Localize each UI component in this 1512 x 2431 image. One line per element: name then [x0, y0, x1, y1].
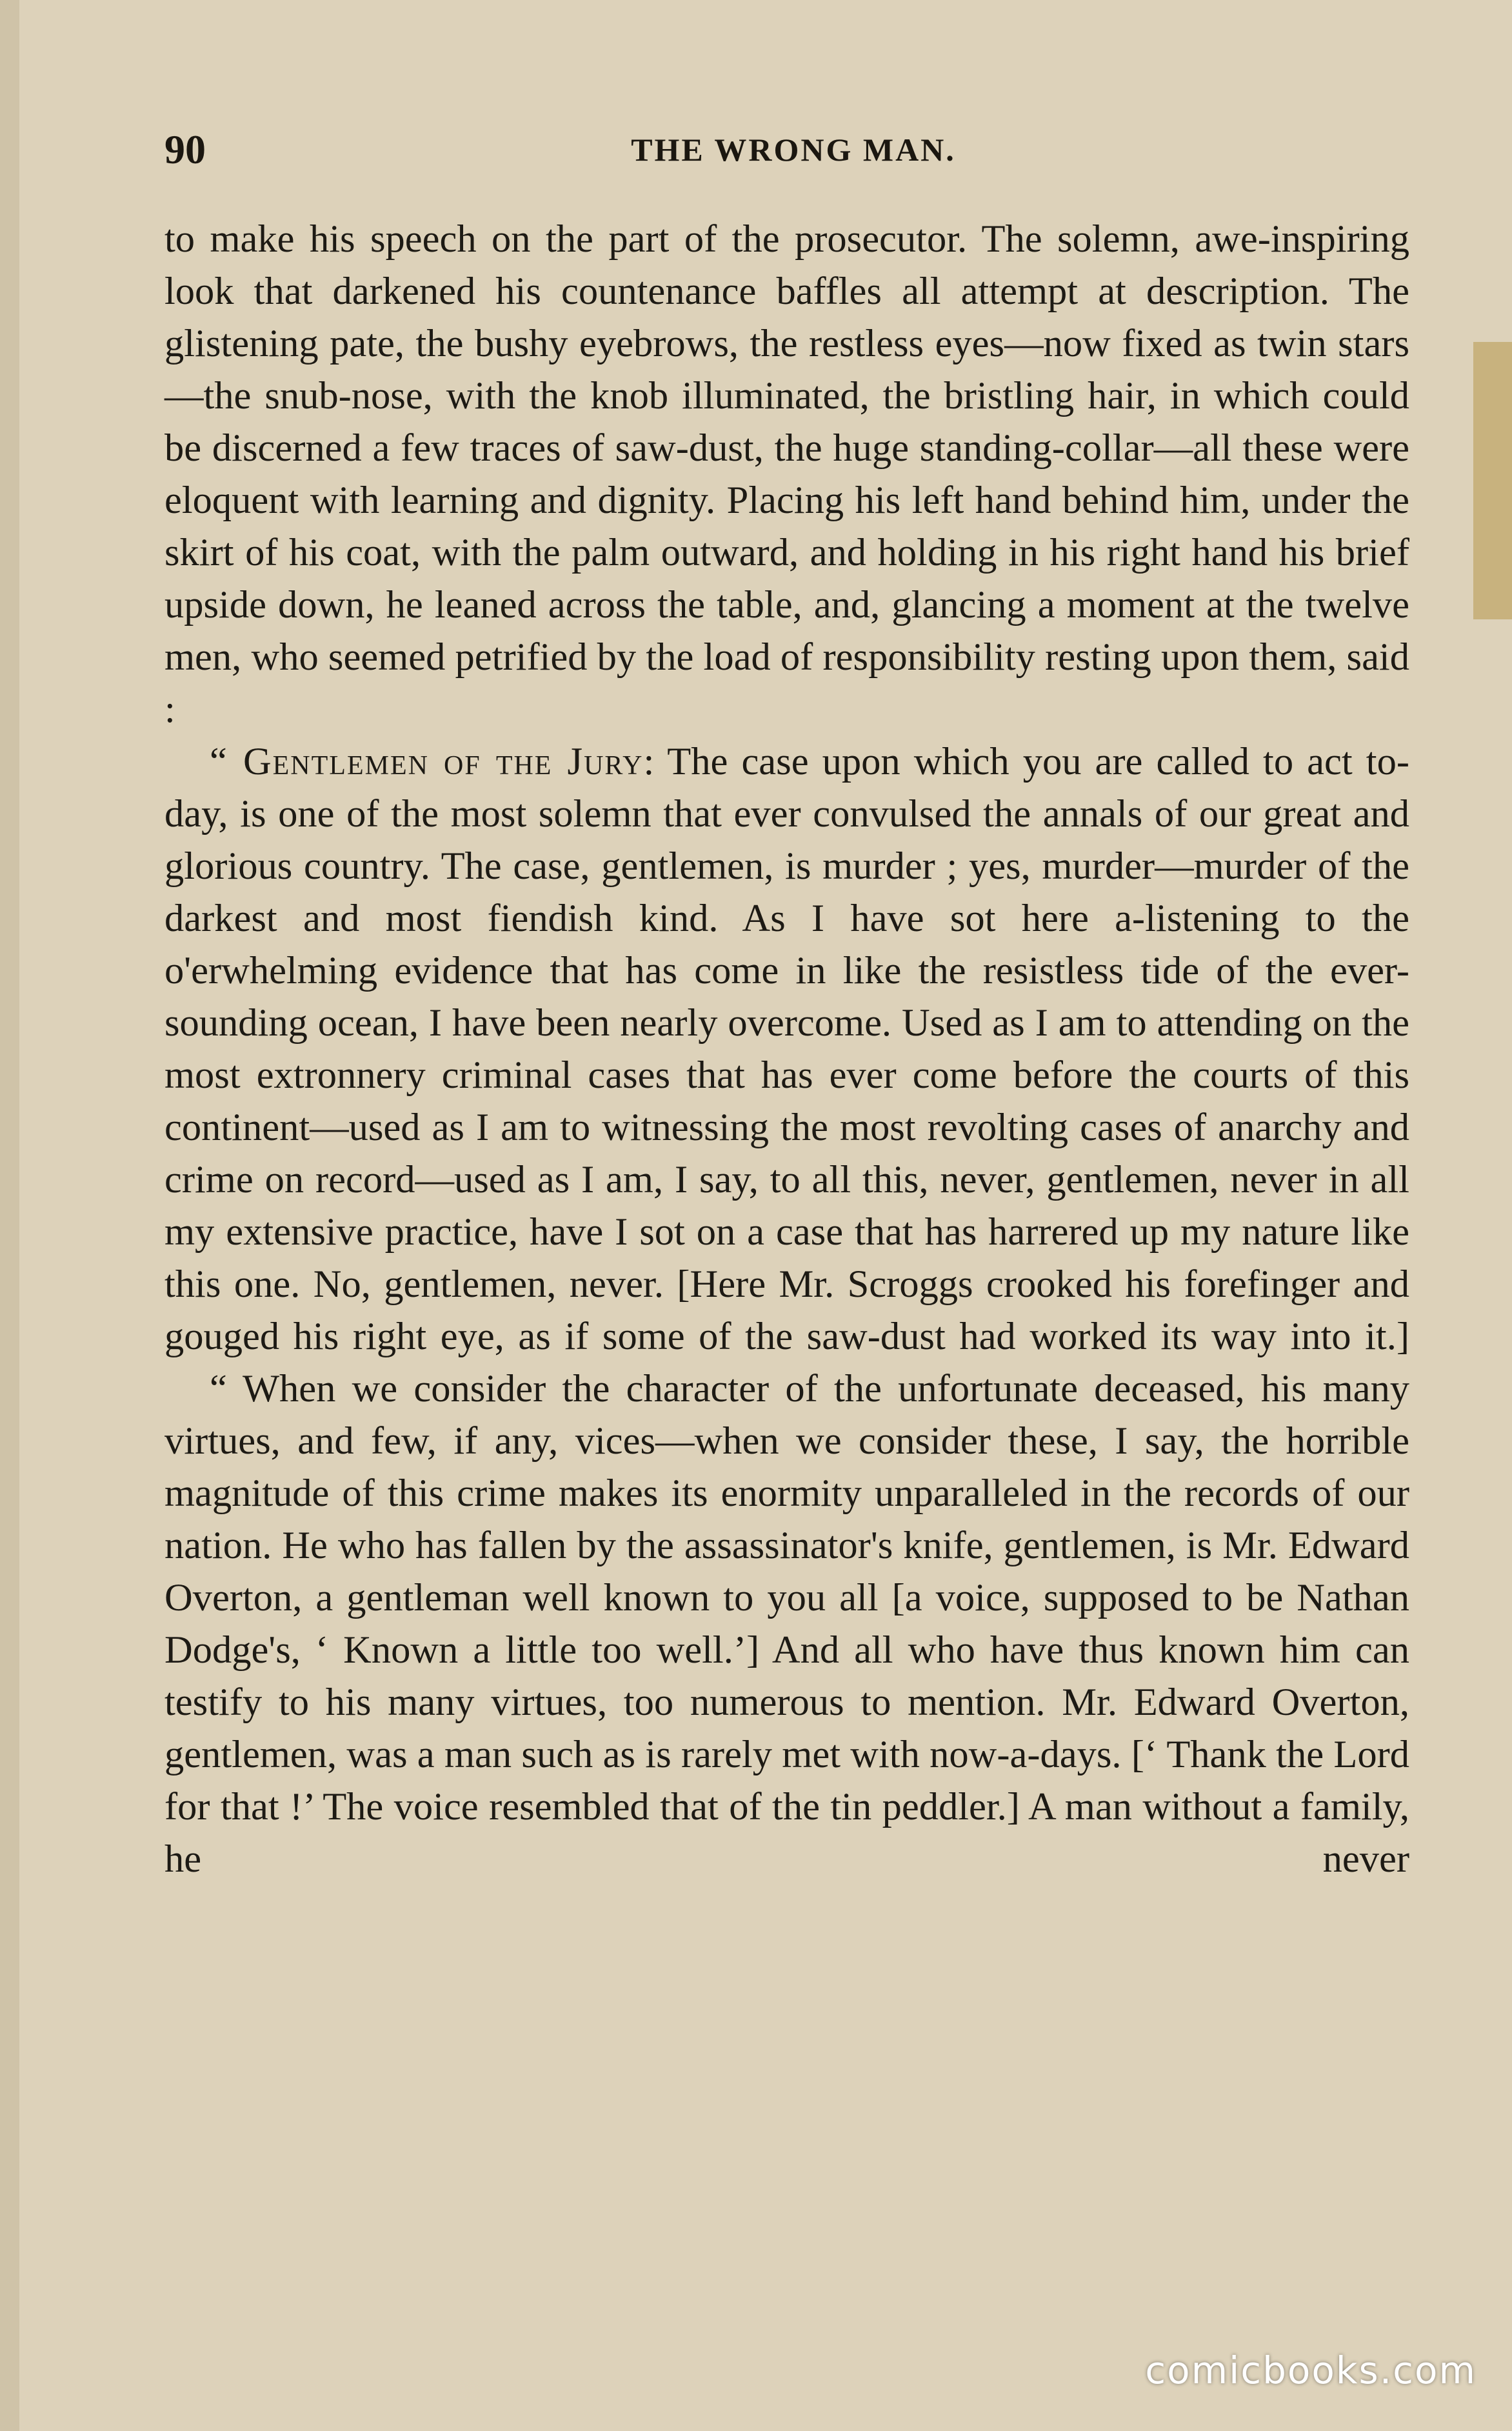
watermark: comicbooks.com [1145, 2348, 1477, 2392]
paragraph-1-text: to make his speech on the part of the prosecutor. The solemn, awe-inspiring look that darkened his countenance baffles all attempt at description. The glistening pate, the bushy eyebrows, the restless eyes—now fixed as twin stars—the snub-nose, with the knob illuminated, the bristling hair, in which could be discerned a few traces of saw-dust, the huge standing-collar—all these were eloquent with learning and dignity. Placing his left hand behind him, under the skirt of his coat, with the palm outward, and holding in his right hand his brief upside down, he leaned across the table, and, glancing a moment at the twelve men, who seemed petrified by the load of responsibility resting upon them, said : [164, 217, 1409, 731]
paragraph-2-text: : The case upon which you are called to act to-day, is one of the most solemn that ever convulsed the annals of our great and glorious country. The case, gentlemen, is murder ; yes, murder—murder of the darkest and most fiendish kind. As I have sot here a-listening to the o'erwhelming evidence that has come in like the resistless tide of the ever-sounding ocean, I have been nearly overcome. Used as I am to attending on the most extronnery criminal cases that has ever come before the courts of this continent—used as I am to witnessing the most revolting cases of anarchy and crime on record—used as I am, I say, to all this, never, gentlemen, never in all my extensive practice, have I sot on a case that has harrered up my nature like this one. No, gentlemen, never. [Here Mr. Scroggs crooked his forefinger and gouged his right eye, as if some of the saw-dust had worked its way into it.] [164, 740, 1409, 1358]
running-head: THE WRONG MAN. [631, 132, 956, 168]
paragraph-3 [164, 1363, 1409, 1885]
paragraph-2 [164, 735, 1409, 1363]
paragraph-2-lead: “ Gentlemen of the Jury [210, 740, 644, 783]
page-number: 90 [164, 126, 206, 172]
page-edge-shadow [0, 0, 19, 2431]
body-text [164, 213, 1409, 1885]
paragraph-1 [164, 213, 1409, 735]
page-header [164, 126, 1422, 177]
paragraph-3-text: “ When we consider the character of the unfortunate deceased, his many virtues, and few, if any, vices—when we consider these, I say, the horrible magnitude of this crime makes its enormity unparalleled in the records of our nation. He who has fallen by the assassinator's knife, gentlemen, is Mr. Edward Overton, a gentleman well known to you all [a voice, supposed to be Nathan Dodge's, ‘ Known a little too well.’] And all who have thus known him can testify to his many virtues, too numerous to mention. Mr. Edward Overton, gentlemen, was a man such as is rarely met with now-a-days. [‘ Thank the Lord for that !’ The voice resembled that of the tin peddler.] A man without a family, he never [164, 1367, 1409, 1881]
page-tab-marker [1473, 342, 1512, 619]
